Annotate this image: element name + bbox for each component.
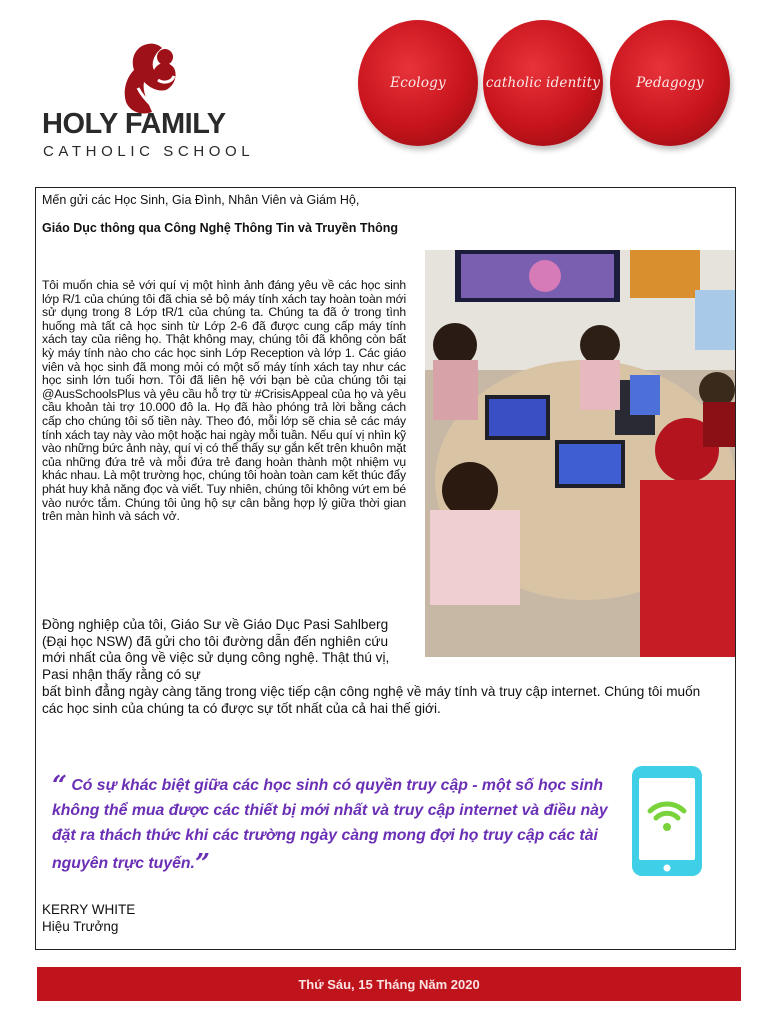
pillar-label: Ecology [390,75,446,91]
pillar-catholic-identity [483,20,603,146]
header [0,0,770,185]
letter-para2-lead: Đồng nghiệp của tôi, Giáo Sư về Giáo Dục Pasi Sahlberg (Đại học NSW) đã gửi cho tôi đường dẫn đến nghiên cứu mới nhất của ông về việc sử dụng công nghệ. Thật thú vị, Pasi nhận thấy rằng có sự [42,617,390,682]
pull-quote [52,770,612,879]
footer-date-bar [37,967,741,1001]
signature-title: Hiệu Trưởng [42,919,119,934]
logo-subtitle: CATHOLIC SCHOOL [43,143,255,160]
pillar-label: Pedagogy [636,75,704,91]
smartphone-wifi-icon [630,764,704,878]
school-logo [38,40,253,165]
letter-greeting: Mến gửi các Học Sinh, Gia Đình, Nhân Viên và Giám Hộ, [42,193,360,207]
letter-subject: Giáo Dục thông qua Công Nghệ Thông Tin và Truyền Thông [42,221,398,235]
close-quote-mark: ” [194,849,210,879]
letter-para2-continuation: bất bình đẳng ngày càng tăng trong việc tiếp cận công nghệ về máy tính và truy cập internet. Chúng tôi muốn các học sinh của chúng ta có được sự tốt nhất của cả hai thế giới. [42,684,701,716]
pillar-label: catholic identity [485,75,601,91]
signature-name: KERRY WHITE [42,902,136,917]
logo-name: HOLY FAMILY [42,108,226,140]
students-laptops-photo [425,250,735,657]
quote-text: Có sự khác biệt giữa các học sinh có quyền truy cập - một số học sinh không thể mua được các thiết bị mới nhất và truy cập internet và điều này đặt ra thách thức khi các trường ngày càng mong đợi họ truy cập các tài nguyên trực tuyến. [52,777,608,872]
holy-family-figure-icon [108,40,188,118]
letter-body: Tôi muốn chia sẻ với quí vị một hình ảnh đáng yêu về các học sinh lớp R/1 của chúng tôi đã chia sẻ bộ máy tính xách tay hoàn toàn mới sử dụng trong 8 Lớp tR/1 của chúng ta. Chúng ta đã ở trong tình huống mà tất cả học sinh từ Lớp 2-6 đã được cung cấp máy tính xách tay của riêng họ. Thật không may, chúng tôi đã không còn bất kỳ máy tính nào cho các học sinh Lớp Reception và lớp 1. Các giáo viên và học sinh đã mong mỏi có một số máy tính xách tay như các học sinh lớn tuổi hơn. Tôi đã liên hệ với bạn bè của chúng tôi tại @AusSchoolsPlus và yêu cầu hỗ trợ từ #CrisisAppeal của họ và yêu cầu khoản tài trợ 10.000 đô la. Họ đã hào phóng trả lời bằng cách cấp cho chúng tôi số tiền này. Theo đó, mỗi lớp sẽ chia sẻ các máy tính xách tay này vào một hoặc hai ngày mỗi tuần. Nếu quí vị nhìn kỹ vào những bức ảnh này, quí vị có thể thấy sự gắn kết trên khuôn mặt của những đứa trẻ và mỗi đứa trẻ đang hoàn thành một nhiệm vụ khác nhau. Là một trường học, chúng tôi hoàn toàn cam kết thúc đẩy phát huy khả năng đọc và viết. Tuy nhiên, chúng tôi không vứt em bé vào nước tắm. Chúng tôi ủng hộ sự cân bằng hợp lý giữa thời gian trên màn hình và sách vở. [42,278,406,524]
footer-date: Thứ Sáu, 15 Tháng Năm 2020 [298,976,480,992]
pillar-ecology [358,20,478,146]
pillar-pedagogy [610,20,730,146]
open-quote-mark: “ [52,771,67,801]
